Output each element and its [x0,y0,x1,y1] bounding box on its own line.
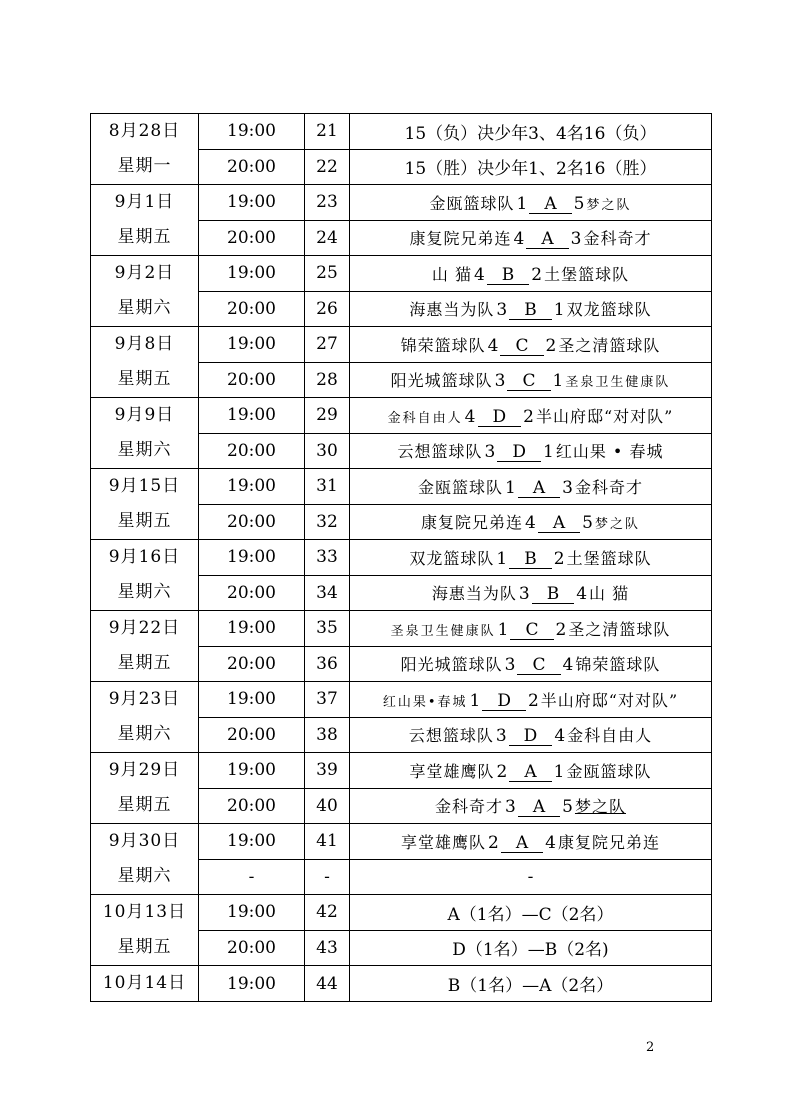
match-weekday: 星期六 [117,582,172,602]
date-cell [91,185,199,256]
match-cell [350,256,712,292]
match-cell [350,824,712,860]
date-cell [91,469,199,540]
home-score: 4 [513,229,525,250]
match-date: 10月14日 [102,973,187,993]
match-date: 9月16日 [108,547,181,567]
away-team: 半山府邸“对对队” [540,690,679,710]
away-team: 锦荣篮球队 [575,655,661,675]
schedule-body [91,114,712,1002]
home-score: 3 [484,442,496,463]
home-team: 康复院兄弟连 [421,513,524,533]
match-number: 28 [305,362,350,398]
match-weekday: 星期六 [117,866,172,886]
match-cell [350,682,712,718]
match-weekday: 星期五 [117,937,172,957]
date-cell [91,114,199,185]
match-cell: - [350,859,712,895]
schedule-table [90,113,712,1002]
match-date: 9月23日 [108,689,181,709]
schedule-row [91,966,712,1002]
away-score: 4 [576,584,588,605]
match-number: 43 [305,930,350,966]
match-weekday: 星期六 [117,440,172,460]
match-number: 32 [305,504,350,540]
match-date: 9月15日 [108,476,181,496]
match-date: 9月30日 [108,831,181,851]
home-team: 双龙篮球队 [409,548,495,568]
home-team: 享堂雄鹰队 [401,832,487,852]
match-number: 44 [305,966,350,1002]
home-score: 2 [488,832,499,853]
match-cell [350,433,712,469]
match-cell [350,362,712,398]
home-score: 3 [494,371,506,392]
schedule-row [91,327,712,363]
home-score: 1 [505,477,516,498]
away-score: 1 [553,761,565,782]
match-time: 19:00 [199,753,305,789]
date-cell [91,398,199,469]
match-cell [350,575,712,611]
match-time: 20:00 [199,504,305,540]
schedule-row [91,824,712,860]
schedule-row [91,469,712,505]
match-time: 19:00 [199,327,305,363]
match-cell: 15（负）决少年3、4名16（负） [350,114,712,150]
home-score: 4 [487,335,499,356]
group-label: C [500,338,543,356]
home-score: 3 [505,797,516,818]
home-score: 1 [497,619,509,640]
match-cell [350,788,712,824]
away-team: 金科自由人 [567,726,653,746]
match-time: 19:00 [199,824,305,860]
group-label: A [538,515,580,533]
away-score: 3 [562,477,573,498]
home-score: 3 [504,655,516,676]
date-cell [91,824,199,895]
home-score: 3 [495,726,507,747]
date-cell [91,327,199,398]
away-team: 山 猫 [589,584,630,604]
page-number: 2 [646,1040,655,1055]
match-date: 9月8日 [114,334,175,354]
match-number: 34 [305,575,350,611]
group-label: D [482,693,526,711]
away-score: 2 [531,264,543,285]
match-weekday: 星期一 [117,156,172,176]
group-label: B [487,267,530,285]
home-score: 4 [464,406,476,427]
group-label: A [501,835,543,853]
away-score: 4 [554,726,566,747]
match-cell: A（1名）—C（2名） [350,895,712,931]
match-time: 20:00 [199,433,305,469]
group-label: C [507,373,550,391]
away-score: 1 [543,442,554,463]
match-time: - [199,859,305,895]
away-score: 5 [562,797,573,818]
away-score: 2 [553,548,565,569]
match-time: 19:00 [199,895,305,931]
match-number: 36 [305,646,350,682]
match-time: 20:00 [199,149,305,185]
match-number: 41 [305,824,350,860]
match-date: 9月29日 [108,760,181,780]
match-time: 19:00 [199,256,305,292]
match-weekday: 星期五 [117,653,172,673]
away-team: 半山府邸“对对队” [535,406,674,426]
match-number: 37 [305,682,350,718]
schedule-row [91,114,712,150]
away-team: 金科奇才 [574,477,643,497]
home-team: 云想篮球队 [408,726,494,746]
group-label: A [529,196,571,214]
away-team: 梦之队 [594,517,640,533]
home-team: 阳光城篮球队 [400,655,503,675]
schedule-row [91,540,712,576]
match-number: 29 [305,398,350,434]
date-cell [91,611,199,682]
home-team: 阳光城篮球队 [390,371,493,391]
schedule-row [91,185,712,221]
match-time: 19:00 [199,682,305,718]
match-cell [350,611,712,647]
match-number: 35 [305,611,350,647]
away-team: 圣泉卫生健康队 [565,375,671,391]
match-date: 9月1日 [114,192,175,212]
home-team: 海惠当为队 [431,584,517,604]
match-date: 9月2日 [114,263,175,283]
away-team: 土堡篮球队 [544,264,630,284]
group-label: A [518,799,560,817]
home-score: 3 [518,584,530,605]
group-label: B [532,586,575,604]
schedule-row [91,611,712,647]
date-cell [91,256,199,327]
date-cell [91,966,199,1002]
schedule-row [91,895,712,931]
match-cell [350,291,712,327]
match-time: 20:00 [199,220,305,256]
match-number: 26 [305,291,350,327]
match-time: 20:00 [199,362,305,398]
match-number: 33 [305,540,350,576]
match-number: 31 [305,469,350,505]
away-score: 3 [570,229,582,250]
match-time: 19:00 [199,469,305,505]
home-team: 云想篮球队 [397,442,483,462]
match-number: 24 [305,220,350,256]
group-label: D [509,728,553,746]
match-cell [350,398,712,434]
match-time: 19:00 [199,398,305,434]
match-weekday: 星期五 [117,511,172,531]
away-team: 土堡篮球队 [566,548,652,568]
group-label: A [526,231,568,249]
match-number: 39 [305,753,350,789]
match-time: 19:00 [199,185,305,221]
group-label: B [509,551,552,569]
home-team: 金瓯篮球队 [429,193,515,213]
schedule-row [91,256,712,292]
home-team: 康复院兄弟连 [409,229,512,249]
match-time: 19:00 [199,966,305,1002]
home-team: 金科自由人 [387,410,463,426]
match-cell [350,327,712,363]
away-score: 5 [582,513,593,534]
away-team: 梦之队 [574,797,626,817]
match-weekday: 星期五 [117,227,172,247]
home-team: 金瓯篮球队 [418,477,504,497]
match-number: 40 [305,788,350,824]
home-team: 金科奇才 [435,797,504,817]
match-time: 19:00 [199,611,305,647]
home-score: 4 [473,264,485,285]
home-score: 4 [525,513,536,534]
away-score: 2 [545,335,557,356]
schedule-row [91,753,712,789]
away-team: 梦之队 [586,197,632,213]
match-time: 19:00 [199,540,305,576]
away-team: 康复院兄弟连 [557,832,660,852]
home-score: 3 [496,300,508,321]
match-time: 20:00 [199,717,305,753]
match-cell [350,540,712,576]
group-label: D [478,409,522,427]
away-score: 2 [523,406,534,427]
match-weekday: 星期五 [117,795,172,815]
match-date: 8月28日 [108,121,181,141]
match-cell [350,469,712,505]
match-weekday: 星期六 [117,298,172,318]
match-cell [350,646,712,682]
home-score: 1 [496,548,508,569]
match-date: 10月13日 [102,902,187,922]
home-team: 圣泉卫生健康队 [390,623,496,639]
match-number: 25 [305,256,350,292]
away-team: 圣之清篮球队 [558,335,661,355]
match-number: 23 [305,185,350,221]
home-team: 享堂雄鹰队 [409,761,495,781]
match-date: 9月9日 [114,405,175,425]
home-team: 红山果•春城 [382,694,468,710]
match-cell [350,504,712,540]
away-score: 4 [562,655,574,676]
group-label: B [509,302,552,320]
match-cell [350,220,712,256]
match-time: 20:00 [199,575,305,611]
match-number: 42 [305,895,350,931]
away-team: 圣之清篮球队 [568,619,671,639]
match-cell [350,753,712,789]
home-score: 1 [469,690,481,711]
away-team: 红山果 • 春城 [555,442,664,462]
match-number: 22 [305,149,350,185]
match-date: 9月22日 [108,618,181,638]
match-time: 20:00 [199,291,305,327]
match-cell: D（1名）—B（2名) [350,930,712,966]
home-team: 海惠当为队 [409,300,495,320]
home-score: 2 [496,761,508,782]
match-cell [350,717,712,753]
match-number: - [305,859,350,895]
match-time: 20:00 [199,646,305,682]
group-label: C [510,622,553,640]
home-team: 山 猫 [431,264,472,284]
away-score: 5 [573,193,585,214]
match-cell [350,185,712,221]
group-label: A [509,764,551,782]
away-score: 2 [555,619,567,640]
schedule-row [91,398,712,434]
match-weekday: 星期六 [117,724,172,744]
away-team: 双龙篮球队 [566,300,652,320]
date-cell [91,682,199,753]
date-cell [91,895,199,966]
match-number: 27 [305,327,350,363]
match-time: 19:00 [199,114,305,150]
away-score: 1 [552,371,564,392]
match-time: 20:00 [199,788,305,824]
group-label: D [497,444,541,462]
match-number: 38 [305,717,350,753]
date-cell [91,753,199,824]
away-score: 4 [545,832,556,853]
home-team: 锦荣篮球队 [400,335,486,355]
away-team: 金科奇才 [583,229,652,249]
match-cell: 15（胜）决少年1、2名16（胜） [350,149,712,185]
away-score: 1 [553,300,565,321]
home-score: 1 [516,193,528,214]
date-cell [91,540,199,611]
group-label: A [518,480,560,498]
match-number: 30 [305,433,350,469]
away-team: 金瓯篮球队 [566,761,652,781]
group-label: C [517,657,560,675]
match-cell: B（1名）—A（2名） [350,966,712,1002]
match-time: 20:00 [199,930,305,966]
match-weekday: 星期五 [117,369,172,389]
schedule-row [91,682,712,718]
away-score: 2 [527,690,539,711]
match-number: 21 [305,114,350,150]
